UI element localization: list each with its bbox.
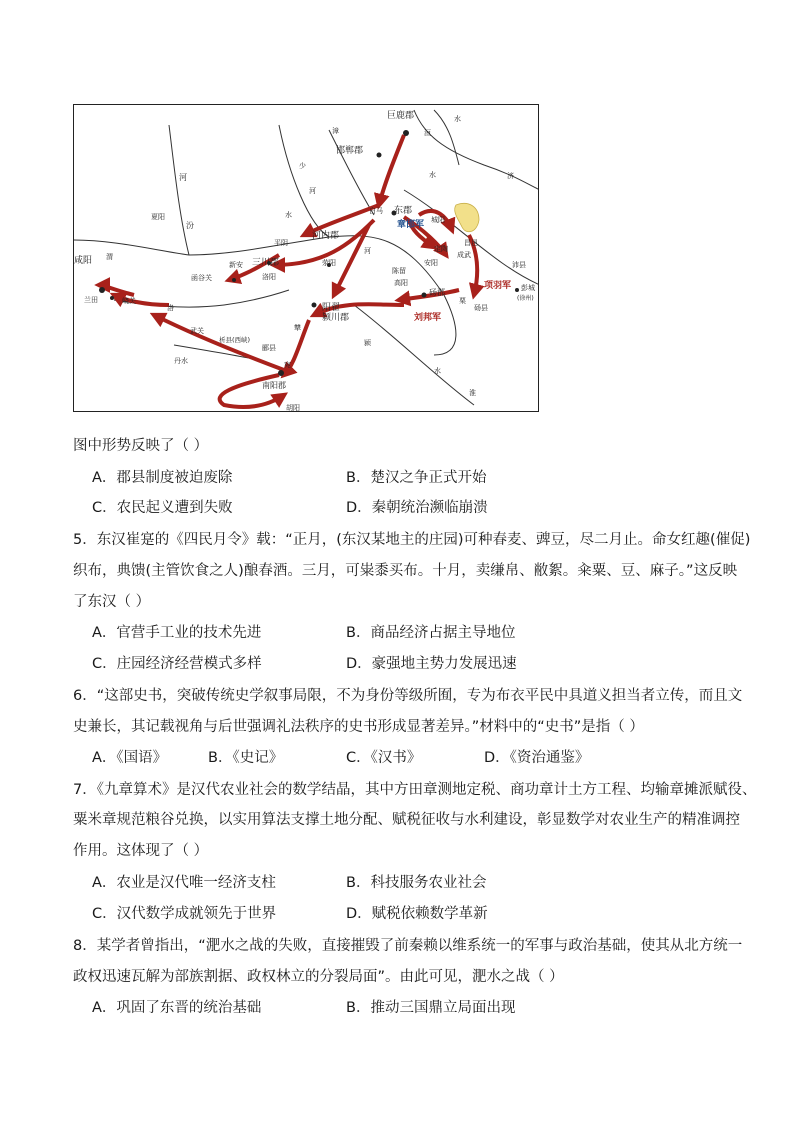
map-svg <box>74 105 539 412</box>
label-chenliu: 陈留 <box>392 267 406 275</box>
label-nanyang: 南阳郡 <box>262 381 286 390</box>
label-shui-right: 水 <box>454 115 461 123</box>
label-henei: 河内郡 <box>312 231 340 241</box>
label-julu: 巨鹿郡 <box>387 111 415 121</box>
q4-option-d[interactable]: D．秦朝统治濒临崩溃 <box>346 500 488 516</box>
dot-pengcheng <box>515 288 519 292</box>
label-fen: 汾 <box>186 221 194 230</box>
label-wan: 宛 <box>284 361 291 369</box>
label-liyi: 郦县 <box>262 344 276 352</box>
q6-option-d[interactable]: D．《资治通鉴》 <box>484 750 590 766</box>
label-chengyang: 城阳 <box>431 216 445 224</box>
q5-option-b[interactable]: B．商品经济占据主导地位 <box>346 625 516 641</box>
label-luo: 洛 <box>167 304 174 312</box>
q6-option-c[interactable]: C．《汉书》 <box>346 750 422 766</box>
label-hanguguan: 函谷关 <box>191 274 212 282</box>
arrow-loop <box>220 375 284 407</box>
label-yaoguan: 峣关 <box>122 297 136 305</box>
label-dingtao: 定陶 <box>434 245 448 253</box>
label-lantian: 兰田 <box>84 296 98 304</box>
label-yingchuan: 颍川郡 <box>322 313 350 323</box>
q4-option-a[interactable]: A．郡县制度被迫废除 <box>92 470 233 486</box>
label-rongyang: 荥阳 <box>322 259 336 267</box>
q7-option-c[interactable]: C．汉代数学成就领先于世界 <box>92 906 277 922</box>
q4-stem: 图中形势反映了（ ） <box>73 438 209 454</box>
dot-yangzhai <box>312 303 317 308</box>
label-sanchuan: 三川郡 <box>252 258 280 268</box>
q6-stem-line1: 6．“这部史书，突破传统史学叙事局限，不为身份等级所囿，专为布衣平民中具道义担当者立传，而且文 <box>73 688 743 704</box>
dot-handan <box>377 153 382 158</box>
label-danshui: 丹水 <box>174 357 188 365</box>
fen-river <box>279 125 329 237</box>
dot-dangjun <box>422 293 427 298</box>
label-chou: 犨 <box>294 324 301 332</box>
label-zhanghan: 章邯军 <box>397 220 425 230</box>
dot-xianyang <box>99 287 105 293</box>
label-shui-left: 水 <box>429 171 436 179</box>
label-wei: 渭 <box>106 253 113 261</box>
label-dangjun: 砀郡 <box>429 288 445 297</box>
dot-julu <box>403 130 409 136</box>
q8-option-b[interactable]: B．推动三国鼎立局面出现 <box>346 1000 516 1016</box>
q4-option-b[interactable]: B．楚汉之争正式开始 <box>346 470 487 486</box>
label-pengcheng: 彭城 <box>521 284 535 292</box>
q7-option-d[interactable]: D．赋税依赖数学革新 <box>346 906 488 922</box>
label-xiangyu: 项羽军 <box>484 281 512 291</box>
q8-stem-line1: 8．某学者曾指出，“淝水之战的失败，直接摧毁了前秦赖以维系统一的军事与政治基础，使其从北方统一 <box>73 938 743 954</box>
q8-option-a[interactable]: A．巩固了东晋的统治基础 <box>92 1000 262 1016</box>
dot-wan <box>278 370 284 376</box>
q6-option-b[interactable]: B．《史记》 <box>208 750 284 766</box>
q5-stem-line2: 织布，典馈(主管饮食之人)酿春酒。三月，可粜黍买布。十月，卖缣帛、敝絮。籴粟、豆、麻子。”这反映 <box>73 563 738 579</box>
q6-option-a[interactable]: A．《国语》 <box>92 750 168 766</box>
q5-option-a[interactable]: A．官营手工业的技术先进 <box>92 625 262 641</box>
label-zhang: 漳 <box>332 127 339 135</box>
label-ji: 济 <box>507 172 514 180</box>
historical-map <box>73 104 539 412</box>
q5-option-d[interactable]: D．豪强地主势力发展迅速 <box>346 656 517 672</box>
arrow-julu-down <box>379 135 404 205</box>
label-yangzhai: 阳翟 <box>322 303 341 313</box>
label-he-mid: 河 <box>364 247 371 255</box>
label-anyang: 安阳 <box>424 259 438 267</box>
label-dongjun: 东郡 <box>394 206 413 216</box>
q4-option-c[interactable]: C．农民起义遭到失败 <box>92 500 233 516</box>
label-li: 栗 <box>459 297 466 305</box>
label-handan: 邯郸郡 <box>336 146 364 156</box>
label-xianyang: 咸阳 <box>74 256 93 266</box>
label-yuan: 洹 <box>424 129 431 137</box>
q6-stem-line2: 史兼长，其记载视角与后世强调礼法秩序的史书形成显著差异。”材料中的“史书”是指（ ） <box>73 719 644 735</box>
label-dang: 砀县 <box>474 304 488 312</box>
q7-option-a[interactable]: A．农业是汉代唯一经济支柱 <box>92 875 276 891</box>
label-wuguan: 武关 <box>190 327 204 335</box>
q7-option-b[interactable]: B．科技服务农业社会 <box>346 875 487 891</box>
q5-stem-line1: 5．东汉崔寔的《四民月令》载：“正月，(东汉某地主的庄园)可种春麦、豍豆，尽二月止。命女红趣(催促) <box>73 532 751 548</box>
label-xixian: 析县(西峡) <box>219 336 251 344</box>
label-gaoyang: 高阳 <box>394 279 408 287</box>
label-liubang: 刘邦军 <box>414 313 442 323</box>
label-huai: 淮 <box>469 389 476 397</box>
label-pingyin: 平阴 <box>274 239 288 247</box>
q5-option-c[interactable]: C．庄园经济经营模式多样 <box>92 656 262 672</box>
qin-river <box>329 130 374 215</box>
q8-stem-line2: 政权迅速瓦解为部族割据、政权林立的分裂局面”。由此可见，淝水之战（ ） <box>73 969 564 985</box>
dot-lantian <box>110 296 114 300</box>
label-baima: 白马 <box>369 207 383 215</box>
q7-stem-line2: 粟米章规范粮谷兑换，以实用算法支撑土地分配、赋税征收与水利建设，彰显数学对农业生产的精准调控 <box>73 812 740 828</box>
label-luoyang: 洛阳 <box>262 273 276 281</box>
yellow-river-west <box>169 125 189 255</box>
label-peixian: 沛县 <box>512 261 526 269</box>
label-he-left: 河 <box>309 187 316 195</box>
label-shui-top: 水 <box>285 211 292 219</box>
label-shao: 少 <box>299 162 306 170</box>
label-changyi: 昌邑 <box>464 239 478 247</box>
q7-stem-line3: 作用。这体现了（ ） <box>73 843 209 859</box>
dot-hanguguan <box>232 278 236 282</box>
label-xiayang: 夏阳 <box>151 213 165 221</box>
label-xinan: 新安 <box>229 261 243 269</box>
q5-stem-line3: 了东汉（ ） <box>73 594 151 610</box>
label-shui-bottom: 水 <box>434 367 441 375</box>
label-huyang: 胡阳 <box>286 404 300 412</box>
lake <box>455 203 479 231</box>
label-ying: 颍 <box>364 339 371 347</box>
q7-stem-line1: 7．《九章算术》是汉代农业社会的数学结晶，其中方田章测地定税、商功章计土方工程、均输章摊派赋役、 <box>73 782 757 798</box>
label-chengwu: 成武 <box>457 251 471 259</box>
label-xuzhou: (徐州) <box>517 295 534 302</box>
label-he-north: 河 <box>179 173 187 182</box>
